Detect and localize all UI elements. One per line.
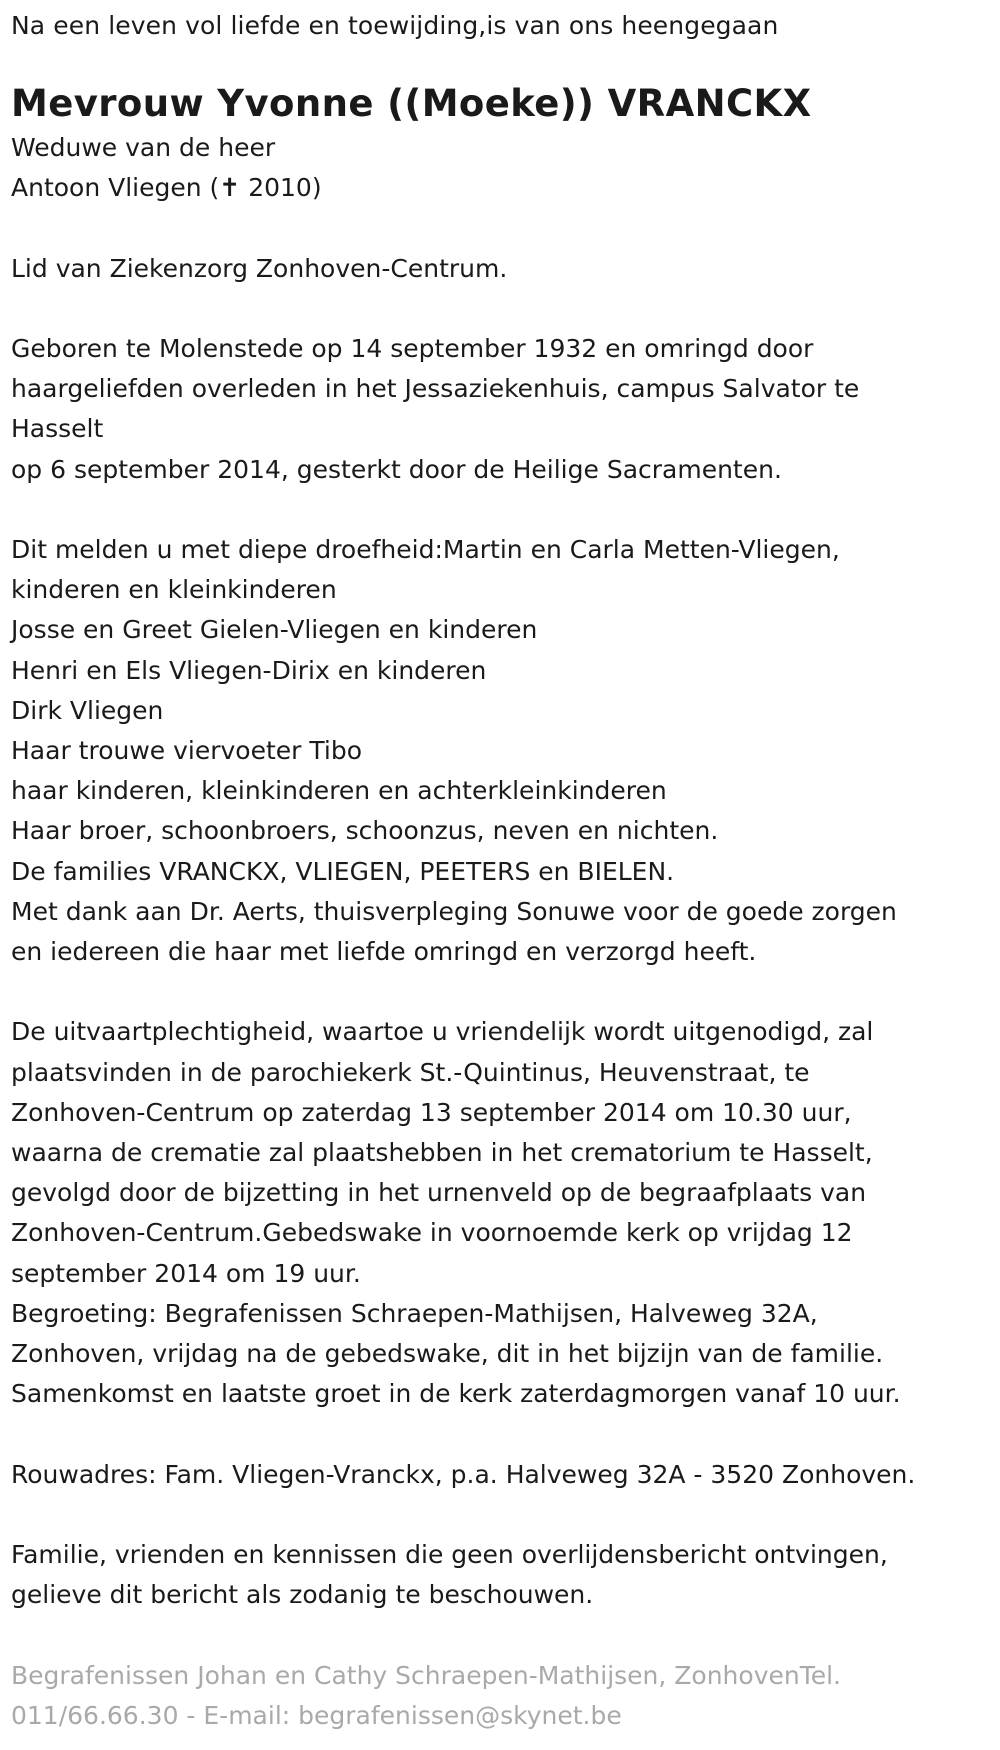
birth-death-line: op 6 september 2014, gesterkt door de Heilige Sacramenten. (11, 454, 782, 484)
ceremony-line: waarna de crematie zal plaatshebben in het crematorium te Hasselt, (11, 1138, 873, 1168)
birth-death-line: Geboren te Molenstede op 14 september 1932 en omringd door (11, 333, 814, 363)
notice-line: Familie, vrienden en kennissen die geen overlijdensbericht ontvingen, (11, 1540, 888, 1570)
membership-line: Lid van Ziekenzorg Zonhoven-Centrum. (11, 253, 508, 283)
birth-death-line: haargeliefden overleden in het Jessaziekenhuis, campus Salvator te (11, 374, 860, 404)
family-line: Henri en Els Vliegen-Dirix en kinderen (11, 655, 487, 685)
ceremony-line: gevolgd door de bijzetting in het urnenveld op de begraafplaats van (11, 1178, 867, 1208)
funeral-home-footer (11, 1656, 986, 1736)
ceremony-line: Begroeting: Begrafenissen Schraepen-Mathijsen, Halveweg 32A, (11, 1298, 818, 1328)
ceremony-line: september 2014 om 19 uur. (11, 1258, 361, 1288)
widow-line: Weduwe van de heer (11, 133, 276, 162)
ceremony-line: Zonhoven, vrijdag na de gebedswake, dit in het bijzijn van de familie. (11, 1339, 884, 1369)
ceremony-line: Zonhoven-Centrum op zaterdag 13 september 2014 om 10.30 uur, (11, 1097, 852, 1127)
family-line: De families VRANCKX, VLIEGEN, PEETERS en BIELEN. (11, 856, 675, 886)
family-line: kinderen en kleinkinderen (11, 575, 337, 605)
footer-contact-line: 011/66.66.30 - E-mail: begrafenissen@skynet.be (11, 1700, 622, 1730)
birth-death-section (11, 329, 986, 490)
ceremony-line: Samenkomst en laatste groet in de kerk zaterdagmorgen vanaf 10 uur. (11, 1379, 901, 1409)
mourning-address: Rouwadres: Fam. Vliegen-Vranckx, p.a. Halveweg 32A - 3520 Zonhoven. (11, 1459, 916, 1489)
ceremony-section (11, 1012, 986, 1414)
mourning-address-section (11, 1455, 986, 1495)
widow-section (11, 128, 986, 208)
family-line: Haar broer, schoonbroers, schoonzus, neven en nichten. (11, 816, 719, 846)
membership-section (11, 249, 986, 289)
ceremony-line: De uitvaartplechtigheid, waartoe u vriendelijk wordt uitgenodigd, zal (11, 1017, 874, 1047)
obituary-notice (11, 6, 986, 1736)
family-line: Met dank aan Dr. Aerts, thuisverpleging Sonuwe voor de goede zorgen (11, 896, 897, 926)
family-line: Dirk Vliegen (11, 695, 164, 725)
family-line: haar kinderen, kleinkinderen en achterkleinkinderen (11, 776, 667, 806)
notice-line: gelieve dit bericht als zodanig te beschouwen. (11, 1580, 594, 1610)
deceased-name: Mevrouw Yvonne ((Moeke)) VRANCKX (11, 82, 812, 125)
family-line: en iedereen die haar met liefde omringd en verzorgd heeft. (11, 937, 757, 967)
intro-text: Na een leven vol liefde en toewijding,is van ons heengegaan (11, 11, 779, 40)
family-line: Dit melden u met diepe droefheid:Martin en Carla Metten-Vliegen, (11, 534, 840, 564)
family-line: Haar trouwe viervoeter Tibo (11, 736, 363, 765)
notice-section (11, 1535, 986, 1615)
spouse-line: Antoon Vliegen (✝ 2010) (11, 173, 322, 203)
ceremony-line: plaatsvinden in de parochiekerk St.-Quintinus, Heuvenstraat, te (11, 1057, 810, 1087)
footer-line: Begrafenissen Johan en Cathy Schraepen-Mathijsen, ZonhovenTel. (11, 1660, 842, 1690)
ceremony-line: Zonhoven-Centrum.Gebedswake in voornoemde kerk op vrijdag 12 (11, 1218, 853, 1248)
family-line: Josse en Greet Gielen-Vliegen en kinderen (11, 615, 538, 645)
birth-death-line: Hasselt (11, 414, 104, 444)
family-section (11, 530, 986, 972)
